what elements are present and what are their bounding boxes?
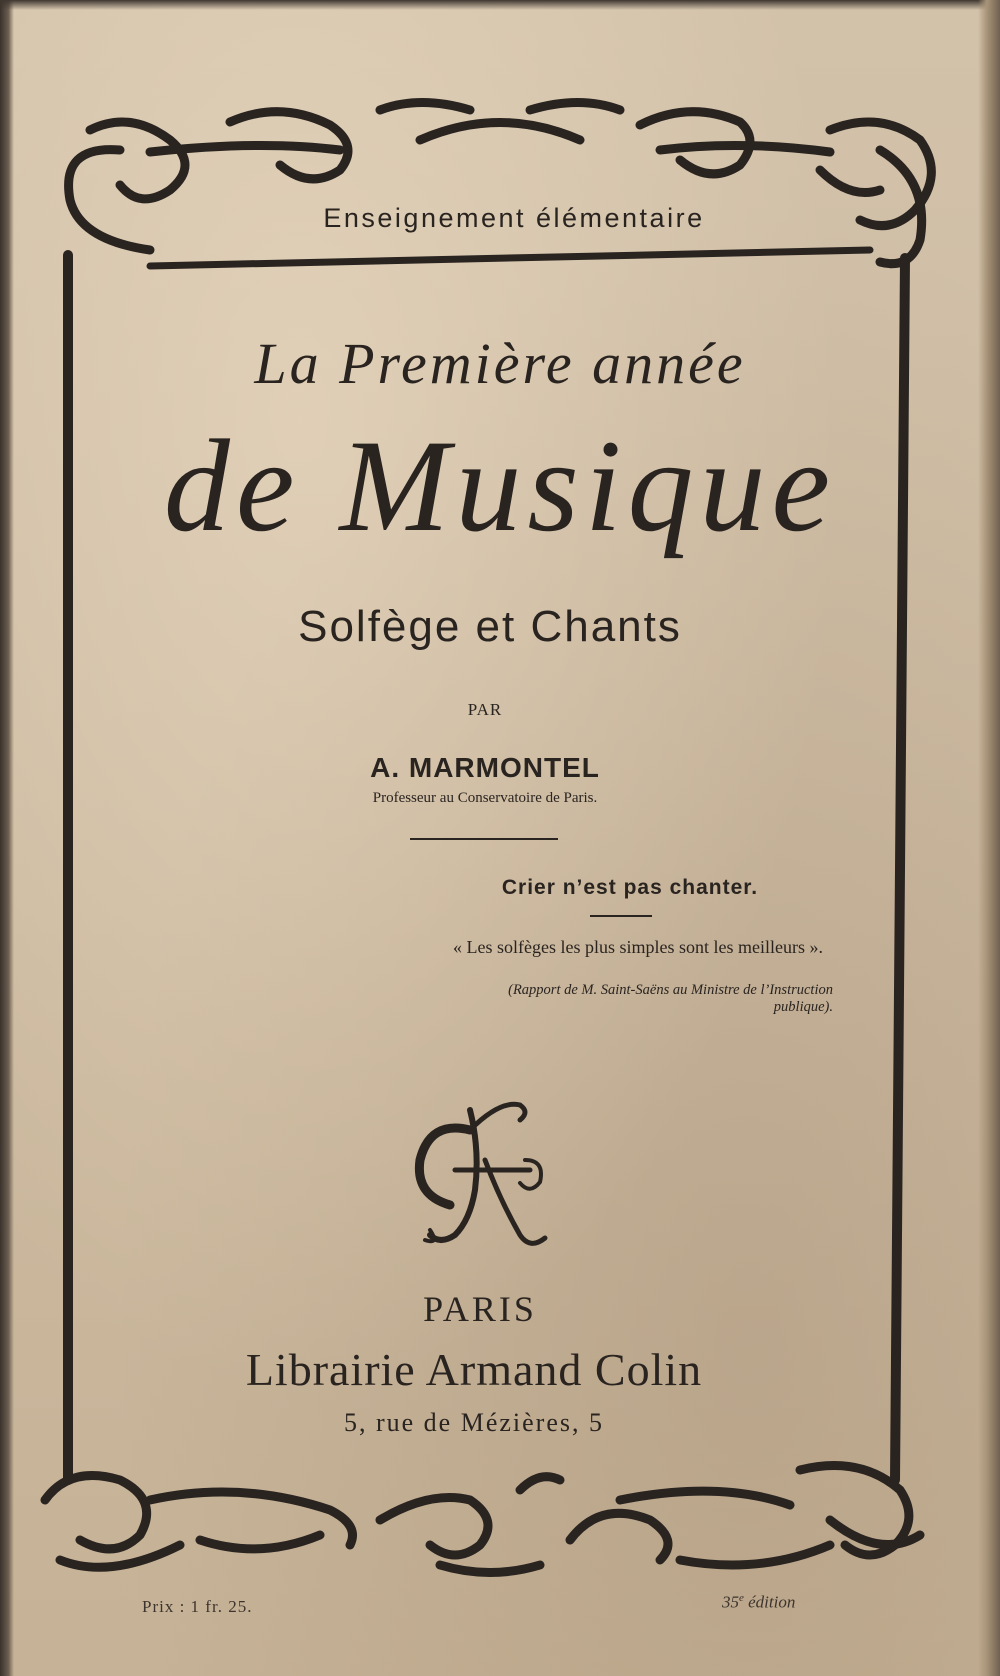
imprint-address: 5, rue de Mézières, 5 (343, 1408, 605, 1437)
edition-word: édition (748, 1592, 796, 1612)
rule-under-author (410, 838, 558, 840)
bottom-ornament (45, 1466, 920, 1573)
title-line-2: de Musique (163, 412, 837, 559)
top-ornament (69, 103, 932, 264)
author-role: Professeur au Conservatoire de Paris. (372, 790, 598, 806)
subtitle: Solfège et Chants (298, 602, 682, 651)
title-line-1: La Première année (254, 331, 746, 396)
category-label: Enseignement élémentaire (323, 203, 705, 233)
frame-header-divider (150, 250, 870, 266)
byline-par: PAR (467, 700, 503, 719)
epigraph-quote: « Les solfèges les plus simples sont les meilleurs ». (453, 937, 823, 957)
edition-label (722, 1592, 795, 1613)
imprint-publisher: Librairie Armand Colin (245, 1344, 703, 1395)
publisher-monogram-ac-icon (419, 1104, 545, 1243)
imprint-city: PARIS (423, 1289, 537, 1329)
rule-under-motto (590, 915, 652, 917)
price-label: Prix : 1 fr. 25. (142, 1597, 253, 1616)
author-name: A. MARMONTEL (370, 752, 600, 783)
edition-suffix: e (739, 1592, 744, 1604)
edition-number: 35 (722, 1592, 739, 1612)
motto: Crier n’est pas chanter. (501, 876, 759, 899)
epigraph-source: (Rapport de M. Saint-Saëns au Ministre de l’Instruction publique). (508, 982, 833, 1015)
